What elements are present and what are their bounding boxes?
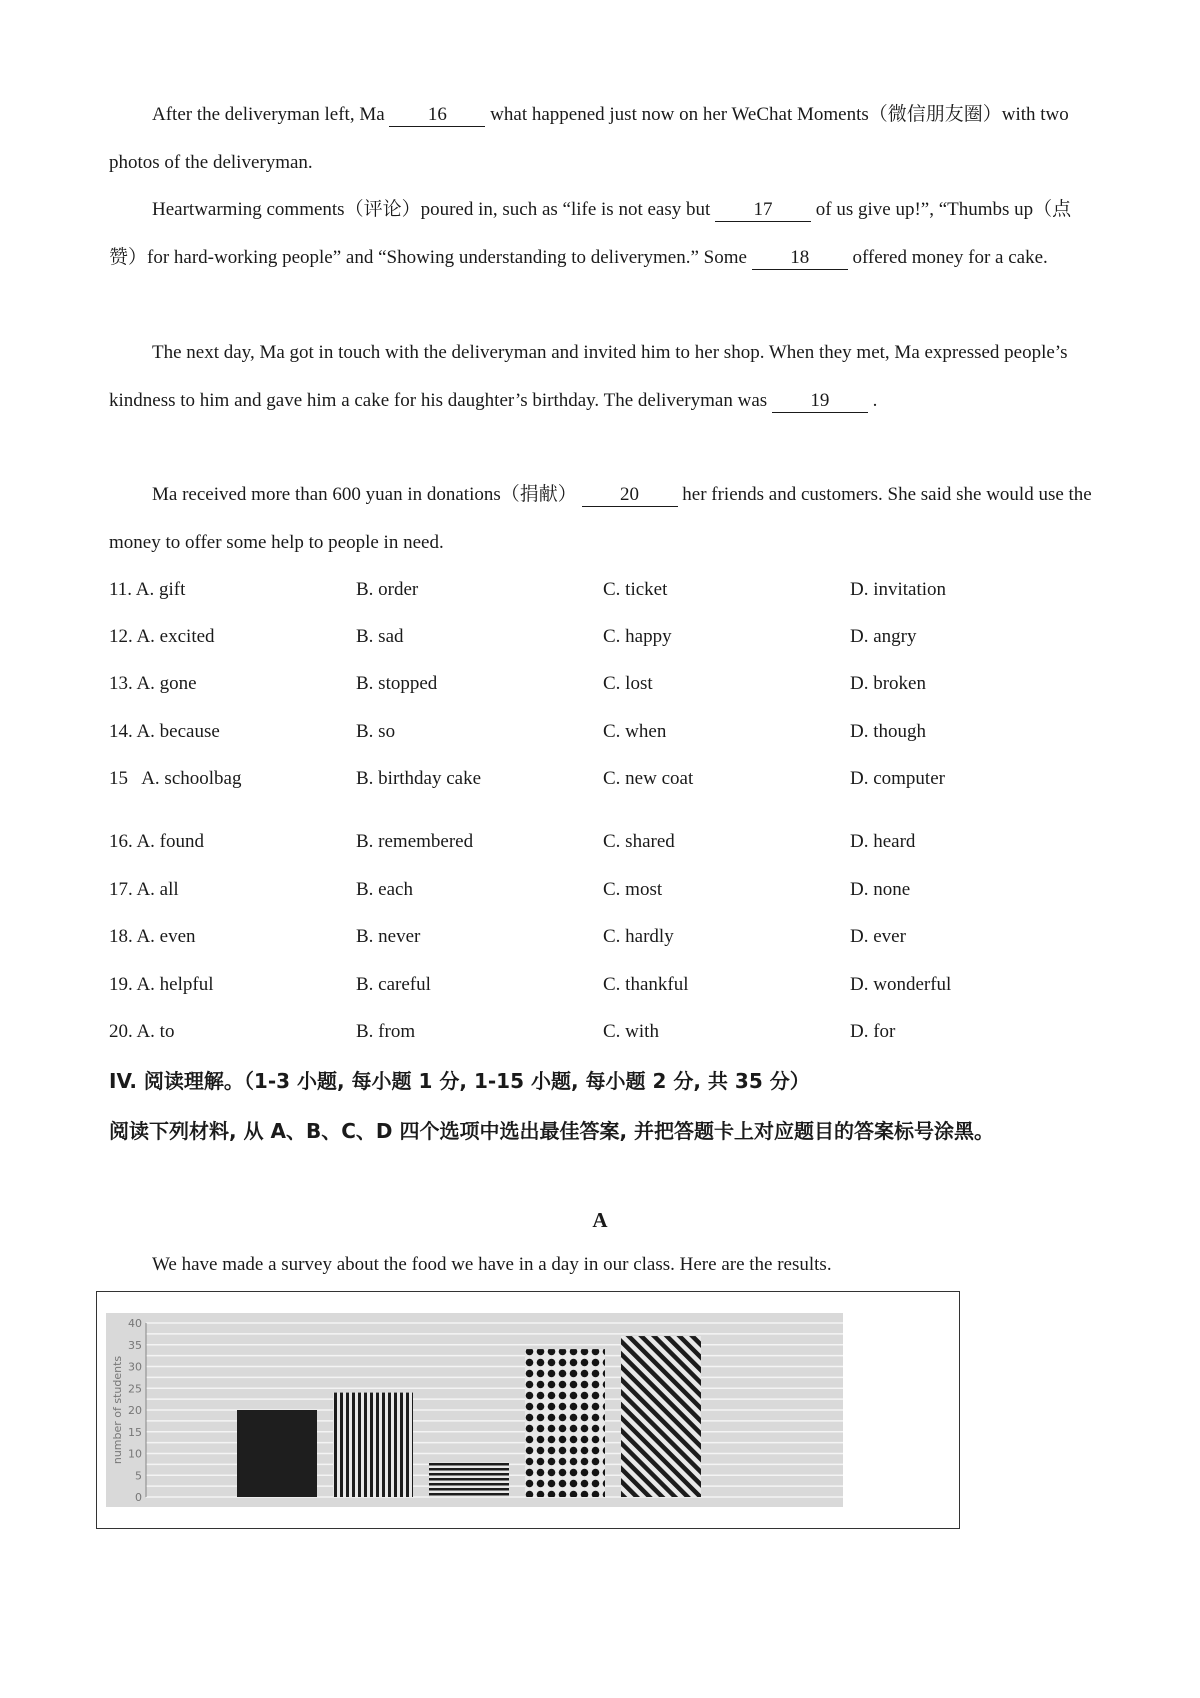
y-tick-label: 20 (128, 1404, 142, 1417)
passage-text: Ma received more than 600 yuan in donations（捐献） (152, 484, 582, 505)
option: D. none (850, 879, 911, 900)
option: C. hardly (603, 926, 674, 947)
option: 20. A. to (109, 1021, 175, 1042)
option: C. most (603, 879, 663, 900)
option: D. for (850, 1021, 896, 1042)
passage-text: her friends and customers. She said she would use the money to offer some help to people in need. (109, 484, 1092, 553)
option: B. never (356, 926, 421, 947)
options-row-19 (109, 974, 1109, 1004)
y-tick-label: 25 (128, 1382, 142, 1396)
option: B. order (356, 579, 419, 600)
option: D. computer (850, 768, 945, 789)
option: B. each (356, 879, 413, 900)
passage-text: Heartwarming comments（评论）poured in, such as “life is not easy but (152, 199, 716, 220)
option: B. birthday cake (356, 768, 482, 789)
bar (237, 1410, 317, 1497)
option: C. new coat (603, 768, 694, 789)
option: B. so (356, 721, 396, 742)
blank-16: 16 (389, 104, 485, 127)
passage-text: what happened just now on her WeChat Moments（微信朋友圈）with two photos of the deliveryman. (109, 104, 1069, 173)
option: 14. A. because (109, 721, 220, 742)
bar (525, 1349, 605, 1497)
option: B. remembered (356, 831, 474, 852)
option: C. with (603, 1021, 659, 1042)
y-tick-label: 35 (128, 1338, 142, 1352)
passage-paragraph-2 (109, 186, 1099, 281)
passage-label: A (592, 1208, 608, 1232)
option: B. stopped (356, 673, 438, 694)
option: D. broken (850, 673, 926, 694)
option: 13. A. gone (109, 673, 197, 694)
option: 18. A. even (109, 926, 196, 947)
y-tick-label: 10 (128, 1447, 142, 1461)
options-row-15 (109, 768, 1109, 798)
bar (333, 1393, 413, 1497)
options-row-17 (109, 879, 1109, 909)
option: 19. A. helpful (109, 974, 214, 995)
y-tick-label: 30 (128, 1360, 142, 1374)
option: C. when (603, 721, 667, 742)
passage-paragraph-1 (109, 91, 1099, 186)
options-row-12 (109, 626, 1109, 656)
option: C. thankful (603, 974, 689, 995)
option: D. wonderful (850, 974, 952, 995)
option: C. ticket (603, 579, 668, 600)
passage-text: After the deliveryman left, Ma (152, 104, 390, 125)
option: 12. A. excited (109, 626, 215, 647)
bar (621, 1336, 701, 1497)
blank-18: 18 (752, 247, 848, 270)
options-row-20 (109, 1021, 1109, 1051)
option: C. happy (603, 626, 672, 647)
passage-paragraph-3 (109, 329, 1099, 424)
option: D. heard (850, 831, 916, 852)
option: D. invitation (850, 579, 947, 600)
options-row-13 (109, 673, 1109, 703)
bar (429, 1462, 509, 1497)
passage-paragraph-4 (109, 471, 1099, 566)
passage-text: The next day, Ma got in touch with the deliveryman and invited him to her shop. When they met, Ma expressed people’s kindness to him and gave him a cake for his daughter’s birthday. The deliveryman was (109, 342, 1068, 411)
chart-frame (96, 1291, 960, 1529)
option: D. though (850, 721, 926, 742)
blank-20: 20 (582, 484, 678, 507)
passage-text: offered money for a cake. (847, 246, 1048, 268)
option: D. ever (850, 926, 906, 947)
y-tick-label: 40 (128, 1317, 142, 1330)
option: D. angry (850, 626, 917, 647)
options-row-11 (109, 579, 1109, 609)
options-row-14 (109, 721, 1109, 751)
y-tick-label: 0 (135, 1491, 142, 1504)
y-tick-label: 15 (128, 1425, 142, 1439)
option: 15 A. schoolbag (109, 768, 242, 789)
option: B. from (356, 1021, 416, 1042)
option: 11. A. gift (109, 579, 186, 600)
y-axis-label: number of students (111, 1355, 124, 1465)
option: C. shared (603, 831, 675, 852)
y-tick-label: 5 (135, 1469, 142, 1483)
passage-text: of us give up!”, “Thumbs up（点赞）for hard-working people” and “Showing understanding to deliverymen.” Some (109, 199, 1072, 268)
option: B. sad (356, 626, 404, 647)
options-row-16 (109, 831, 1109, 861)
options-row-18 (109, 926, 1109, 956)
option: B. careful (356, 974, 431, 995)
blank-17: 17 (715, 199, 811, 222)
option: 16. A. found (109, 831, 204, 852)
option: 17. A. all (109, 879, 179, 900)
option: C. lost (603, 673, 653, 694)
passage-intro: We have made a survey about the food we have in a day in our class. Here are the results. (152, 1254, 832, 1275)
section-instruction: 阅读下列材料, 从 A、B、C、D 四个选项中选出最佳答案, 并把答题卡上对应题目的答案标号涂黑。 (109, 1119, 995, 1143)
bar-chart (106, 1313, 843, 1507)
passage-text: . (867, 389, 878, 411)
section-title: IV. 阅读理解。（1-3 小题, 每小题 1 分, 1-15 小题, 每小题 2 分, 共 35 分） (109, 1069, 810, 1093)
blank-19: 19 (772, 390, 868, 413)
